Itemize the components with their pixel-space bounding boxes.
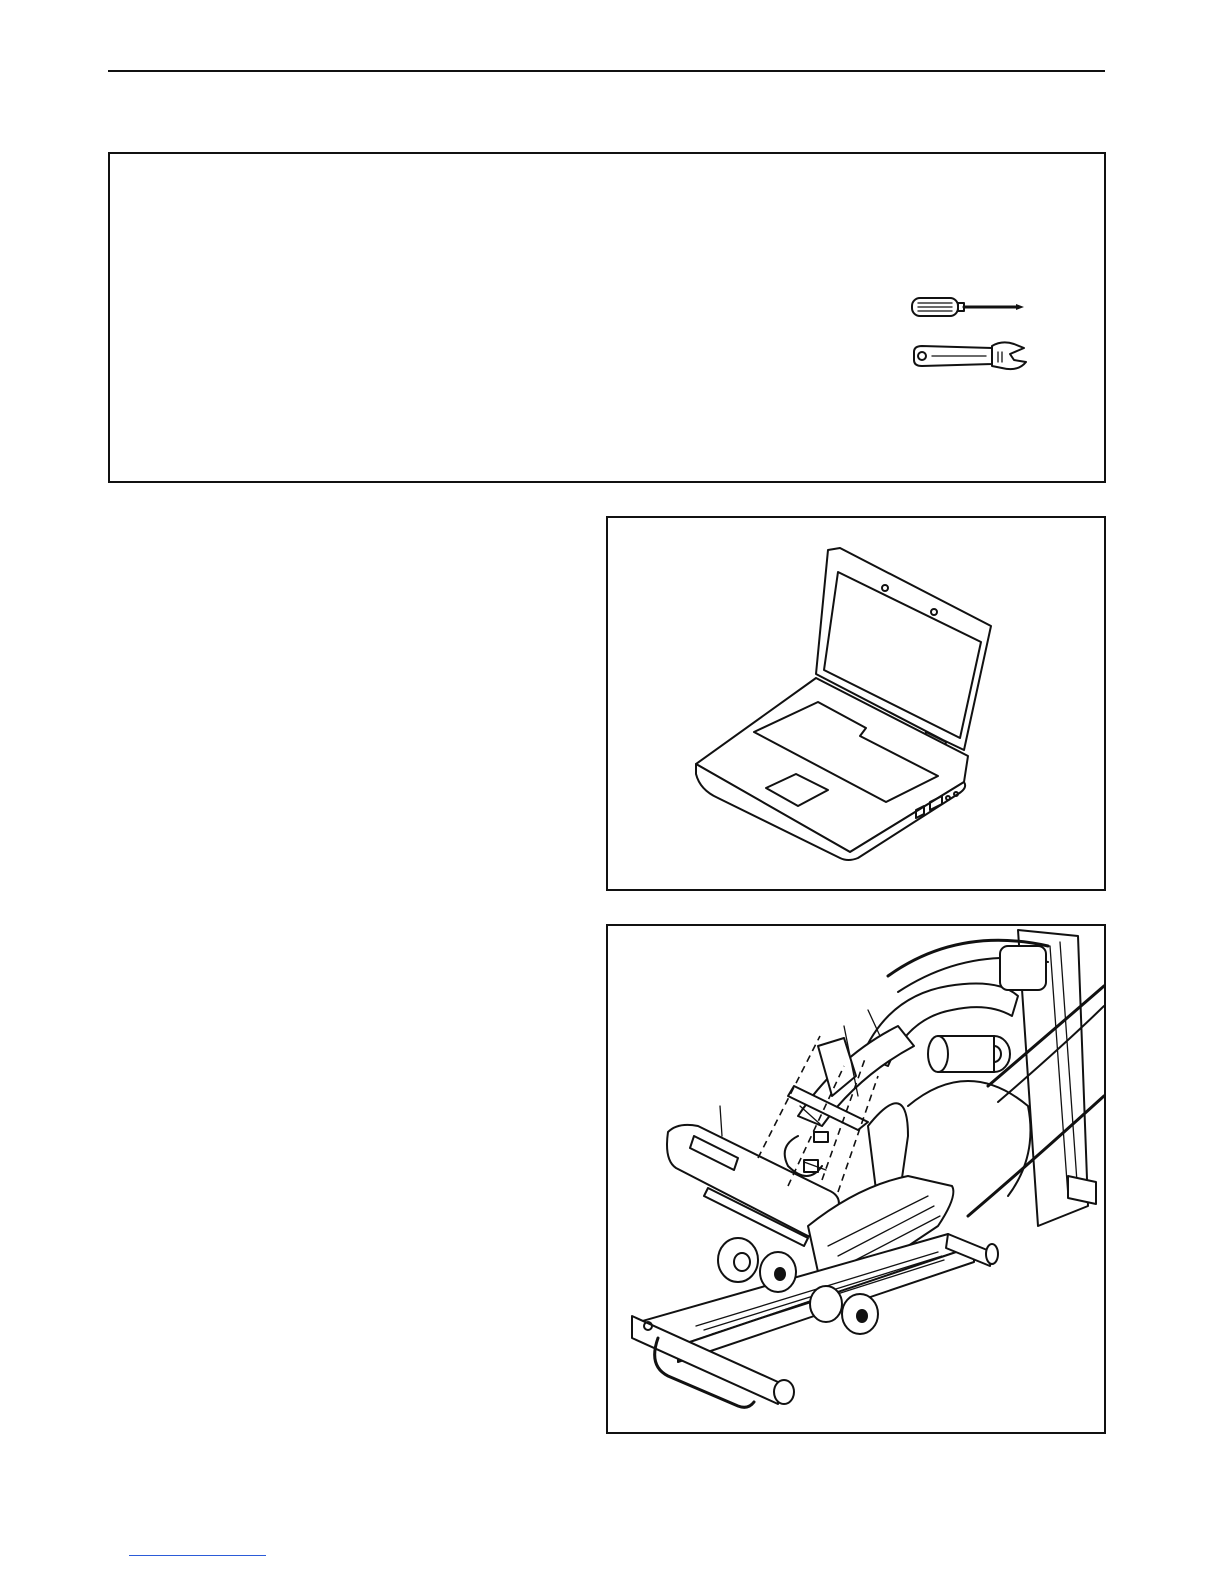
footer-link-underline[interactable] [129, 1555, 266, 1556]
phillips-screwdriver-icon [910, 294, 1030, 320]
laptop-figure [606, 516, 1106, 891]
tools-box [108, 152, 1106, 483]
elliptical-figure [606, 924, 1106, 1434]
adjustable-wrench-icon [910, 340, 1030, 376]
laptop-illustration [608, 518, 1104, 889]
elliptical-console-illustration [608, 926, 1104, 1432]
top-rule [108, 70, 1105, 72]
